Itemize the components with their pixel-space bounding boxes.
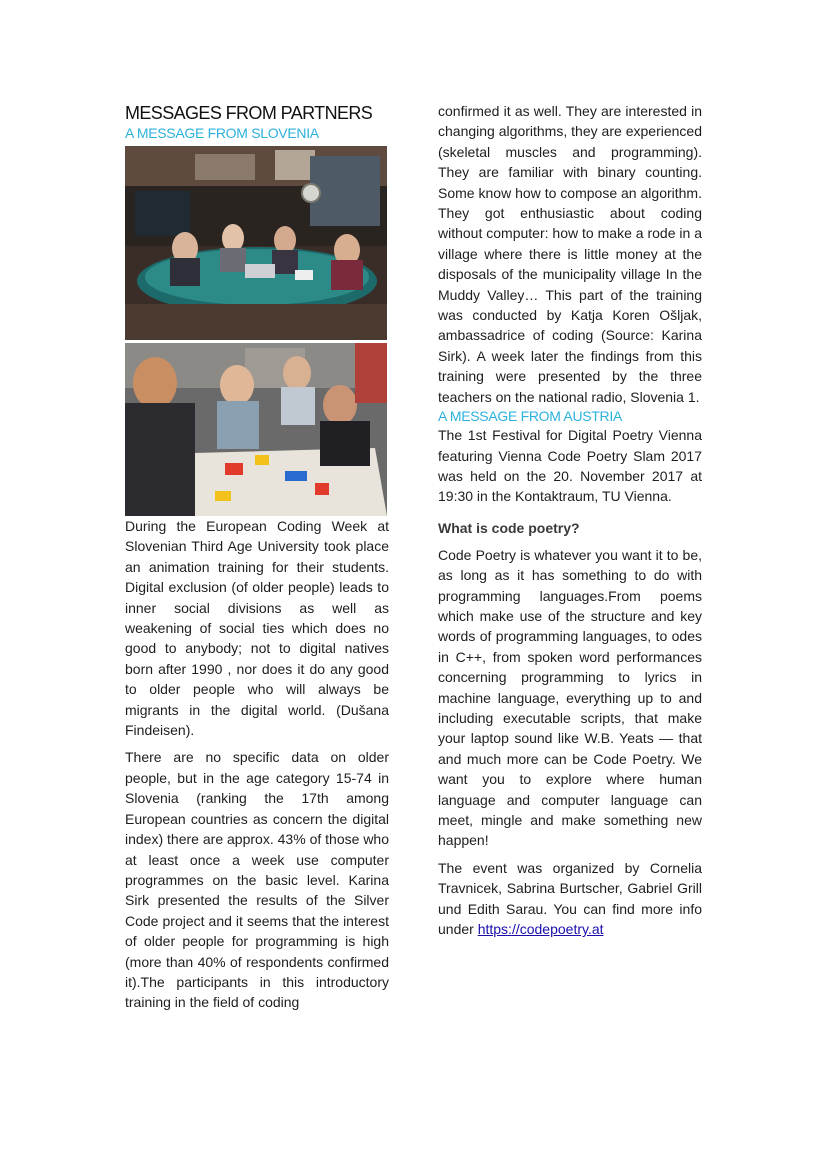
coding-workshop-photo	[125, 343, 387, 516]
page-title: MESSAGES FROM PARTNERS	[125, 103, 373, 123]
organizers-paragraph	[438, 858, 702, 940]
code-poetry-subheading: What is code poetry?	[438, 519, 580, 536]
slovenia-heading: A MESSAGE FROM SLOVENIA	[125, 125, 319, 141]
right-column	[438, 101, 702, 939]
austria-heading: A MESSAGE FROM AUSTRIA	[438, 408, 622, 425]
coding-workshop-illustration	[125, 343, 387, 516]
codepoetry-link[interactable]: https://codepoetry.at	[477, 921, 604, 938]
austria-intro: The 1st Festival for Digital Poetry Vienna featuring Vienna Code Poetry Slam 2017 was held on the 20. November 2017 at 19:30 in the Kontaktraum, TU Vienna.	[438, 427, 702, 505]
organizers-text: The event was organized by Cornelia Travnicek, Sabrina Burtscher, Gabriel Grill und Edith Sarau. You can find more info under	[438, 859, 702, 938]
left-column	[125, 100, 389, 1013]
slovenia-paragraph-1: During the European Coding Week at Slovenian Third Age University took place an animation training for their students. Digital exclusion (of older people) leads to inner social divisions as well as weakening of social ties which does no good to anybody; not to digital natives born after 1990 , nor does it do any good to older people who will always be migrants in the digital world. (Dušana Findeisen).	[125, 518, 389, 739]
radio-studio-illustration	[125, 146, 387, 340]
code-poetry-paragraph: Code Poetry is whatever you want it to be, as long as it has something to do with programming languages.From poems which make use of the structure and key words of programming languages, to odes in C++, from spoken word performances concerning programming to lyrics in machine language, everything up to and including executable scripts, that make your laptop sound like W.B. Yeats — that and much more can be Code Poetry. We want you to explore where human language and computer language can meet, mingle and make something new happen!	[438, 546, 702, 849]
slovenia-paragraph-2-continued: confirmed it as well. They are interested in changing algorithms, they are experienced (skeletal muscles and programming). They are familiar with binary counting. Some know how to compose an algorithm. They got enthusiastic about coding without computer: how to make a rode in a village where there is little money at the disposals of the municipality village In the Muddy Valley… This part of the training was conducted by Katja Koren Ošljak, ambassadrice of coding (Source: Karina Sirk). A week later the findings from this training were presented by the three teachers on the national radio, Slovenia 1.	[438, 103, 702, 405]
slovenia-paragraph-2: There are no specific data on older people, but in the age category 15-74 in Slovenia (ranking the 17th among European countries as concern the digital index) there are approx. 43% of those who at least once a week use computer programmes on the basic level. Karina Sirk presented the results of the Silver Code project and it seems that the interest of older people for programming is high (more than 40% of respondents confirmed it).The participants in this introductory training in the field of coding	[125, 749, 389, 1011]
radio-studio-photo	[125, 146, 387, 340]
